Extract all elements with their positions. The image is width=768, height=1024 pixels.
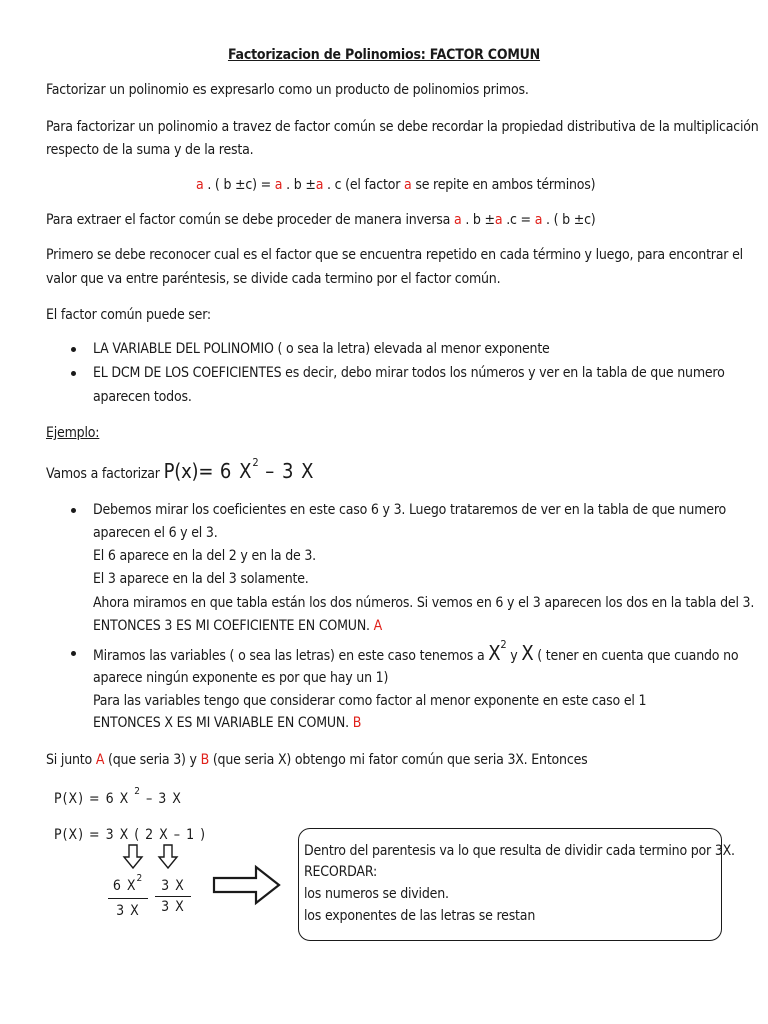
bullet-dot	[71, 347, 76, 352]
procedure-paragraph-line-1: Primero se debe reconocer cual es el factor que se encuentra repetido en cada término y luego, para encontrar el	[46, 247, 743, 263]
fraction-1-bar	[108, 898, 148, 899]
coefficients-step-line-5: Ahora miramos en que tabla están los dos números. Si vemos en 6 y el 3 aparecen los dos en la tabla del 3.	[93, 595, 755, 611]
factor-a: a	[274, 177, 283, 193]
variables-step-line-1: Miramos las variables ( o sea las letras) en este caso tenemos a $X^2$ y X ( tener en cuenta que cuando no	[93, 638, 739, 665]
distributive-paragraph-line-1: Para factorizar un polinomio a travez de factor común se debe recordar la propiedad distributiva de la multiplicación	[46, 119, 759, 135]
equation-original: P(X) = 6 X $^2$ – 3 X	[54, 786, 182, 807]
distributive-paragraph-line-2: respecto de la suma y de la resta.	[46, 142, 254, 158]
down-arrow-icon	[122, 844, 144, 870]
bullet-variable: LA VARIABLE DEL POLINOMIO ( o sea la letra) elevada al menor exponente	[93, 341, 550, 357]
bullet-dot	[71, 508, 76, 513]
variables-step-line-3: Para las variables tengo que considerar como factor al menor exponente en este caso el 1	[93, 693, 647, 709]
example-polynomial: Vamos a factorizar P(x)= 6 $X^2 - 3$ X	[46, 456, 315, 483]
factor-a: a	[404, 177, 412, 193]
coefficients-conclusion: ENTONCES 3 ES MI COEFICIENTE EN COMUN. A	[93, 618, 383, 634]
intro-paragraph: Factorizar un polinomio es expresarlo como un producto de polinomios primos.	[46, 82, 529, 98]
factor-a: a	[494, 212, 503, 228]
variables-step-line-2: aparece ningún exponente es por que hay un 1)	[93, 670, 389, 686]
combine-paragraph: Si junto A (que seria 3) y B (que seria X) obtengo mi fator común que seria 3X. Entonces	[46, 752, 588, 768]
bullet-dot	[71, 651, 76, 656]
coefficients-step-line-3: El 6 aparece en la del 2 y en la de 3.	[93, 548, 316, 564]
bullet-coefficients-line-2: aparecen todos.	[93, 389, 192, 405]
bullet-coefficients-line-1: EL DCM DE LOS COEFICIENTES es decir, debo mirar todos los números y ver en la tabla de que numero	[93, 365, 725, 381]
fraction-2-denominator: 3 X	[161, 899, 185, 915]
reminder-line-1: Dentro del parentesis va lo que resulta de dividir cada termino por 3X.	[304, 843, 735, 859]
equation-factored: P(X) = 3 X ( 2 X – 1 )	[54, 827, 207, 843]
common-factor-intro: El factor común puede ser:	[46, 307, 211, 323]
factor-a: a	[534, 212, 543, 228]
bullet-dot	[71, 371, 76, 376]
reminder-heading: RECORDAR:	[304, 864, 377, 880]
factor-a: a	[453, 212, 462, 228]
label-b: B	[352, 715, 362, 731]
fraction-1-denominator: 3 X	[116, 903, 140, 919]
inverse-paragraph: Para extraer el factor común se debe proceder de manera inversa a . b ±a .c = a . ( b ±c)	[46, 212, 596, 228]
fraction-2-numerator: 3 X	[161, 878, 185, 894]
coefficients-step-line-2: aparecen el 6 y el 3.	[93, 525, 218, 541]
reminder-line-4: los exponentes de las letras se restan	[304, 908, 536, 924]
polynomial-name: P(x)=	[163, 459, 214, 483]
down-arrow-icon	[157, 844, 179, 870]
right-arrow-icon	[212, 864, 282, 906]
label-a: A	[95, 752, 105, 768]
fraction-1-numerator: 6 $X^2$	[112, 873, 144, 894]
fraction-2-bar	[155, 896, 191, 897]
coefficients-step-line-4: El 3 aparece en la del 3 solamente.	[93, 571, 309, 587]
procedure-paragraph-line-2: valor que va entre paréntesis, se divide cada termino por el factor común.	[46, 271, 501, 287]
reminder-line-3: los numeros se dividen.	[304, 886, 449, 902]
distributive-formula: a . ( b ±c) = a . b ±a . c (el factor a se repite en ambos términos)	[196, 177, 596, 193]
label-b: B	[200, 752, 210, 768]
example-heading: Ejemplo:	[46, 425, 100, 441]
coefficients-step-line-1: Debemos mirar los coeficientes en este caso 6 y 3. Luego trataremos de ver en la tabla de que numero	[93, 502, 727, 518]
label-a: A	[373, 618, 383, 634]
factor-a: a	[196, 177, 204, 193]
factor-a: a	[315, 177, 324, 193]
variables-conclusion: ENTONCES X ES MI VARIABLE EN COMUN. B	[93, 715, 362, 731]
page-title: Factorizacion de Polinomios: FACTOR COMUN	[227, 47, 541, 63]
